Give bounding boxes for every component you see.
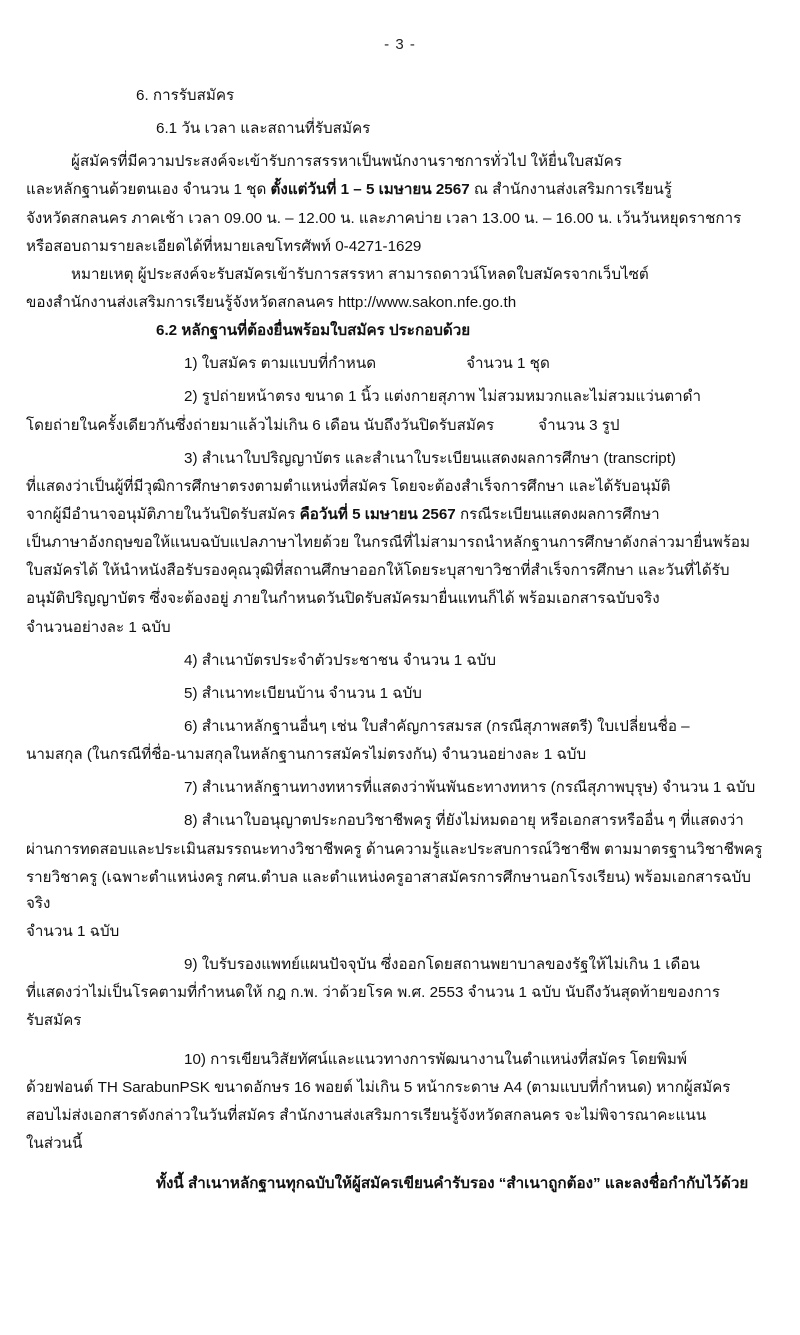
item-continuation-text: กรณีระเบียนแสดงผลการศึกษา [455, 505, 660, 523]
item-continuation: จำนวน 1 ฉบับ [26, 922, 120, 940]
item-continuation: จำนวนอย่างละ 1 ฉบับ [26, 618, 171, 636]
item-label: 2) รูปถ่ายหน้าตรง ขนาด 1 นิ้ว แต่งกายสุภาพ ไม่สวมหมวกและไม่สวมแว่นตาดำ [184, 388, 702, 406]
requirement-item [26, 384, 774, 410]
item-continuation: ที่แสดงว่าไม่เป็นโรคตามที่กำหนดให้ กฎ ก.พ. ว่าด้วยโรค พ.ศ. 2553 จำนวน 1 ฉบับ นับถึงวันสุดท้ายของการ [26, 984, 720, 1002]
requirement-item: 8) สำเนาใบอนุญาตประกอบวิชาชีพครู ที่ยังไม่หมดอายุ หรือเอกสารหรืออื่น ๆ ที่แสดงว่า [184, 812, 744, 830]
item-continuation: ผ่านการทดสอบและประเมินสมรรถนะทางวิชาชีพครู ด้านความรู้และประสบการณ์วิชาชีพ ตามมาตรฐานวิชาชีพครู [26, 840, 763, 858]
requirement-item: 10) การเขียนวิสัยทัศน์และแนวทางการพัฒนางานในตำแหน่งที่สมัคร โดยพิมพ์ [184, 1050, 687, 1068]
closing-date-emphasis: คือวันที่ 5 เมษายน 2567 [299, 505, 456, 523]
item-continuation: ด้วยฟอนต์ TH SarabunPSK ขนาดอักษร 16 พอยต์ ไม่เกิน 5 หน้ากระดาษ A4 (ตามแบบที่กำหนด) หากผู้สมัคร [26, 1078, 731, 1096]
item-continuation: รายวิชาครู (เฉพาะตำแหน่งครู กศน.ตำบล และตำแหน่งครูอาสาสมัครการศึกษานอกโรงเรียน) พร้อมเอกสารฉบับจริง [26, 868, 751, 912]
requirement-item: 5) สำเนาทะเบียนบ้าน จำนวน 1 ฉบับ [184, 684, 422, 702]
section-6-1-paragraph-line-2 [26, 177, 774, 203]
item-continuation: ในส่วนนี้ [26, 1134, 83, 1152]
item-label: 1) ใบสมัคร ตามแบบที่กำหนด [184, 355, 377, 373]
section-6-1-paragraph-line-3: จังหวัดสกลนคร ภาคเช้า เวลา 09.00 น. – 12.00 น. และภาคบ่าย เวลา 13.00 น. – 16.00 น. เว้นวันหยุดราชการ [26, 209, 742, 227]
item-continuation: ใบสมัครได้ ให้นำหนังสือรับรองคุณวุฒิที่สถานศึกษาออกให้โดยระบุสาขาวิชาที่สำเร็จการศึกษา และวันที่ได้รับ [26, 562, 730, 580]
section-6-1-paragraph-line-1: ผู้สมัครที่มีความประสงค์จะเข้ารับการสรรหาเป็นพนักงานราชการทั่วไป ให้ยื่นใบสมัคร [71, 153, 622, 171]
requirement-item: 9) ใบรับรองแพทย์แผนปัจจุบัน ซึ่งออกโดยสถานพยาบาลของรัฐให้ไม่เกิน 1 เดือน [184, 956, 700, 974]
section-6-heading: 6. การรับสมัคร [136, 87, 235, 104]
paragraph-text-post: ณ สำนักงานส่งเสริมการเรียนรู้ [469, 181, 672, 199]
section-6-2-heading: 6.2 หลักฐานที่ต้องยื่นพร้อมใบสมัคร ประกอบด้วย [156, 322, 471, 340]
section-6-1-note-line-1: หมายเหตุ ผู้ประสงค์จะรับสมัครเข้ารับการสรรหา สามารถดาวน์โหลดใบสมัครจากเว็บไซต์ [71, 265, 649, 283]
item-label: 3) สำเนาใบปริญญาบัตร และสำเนาใบระเบียนแสดงผลการศึกษา (transcript) [184, 449, 676, 467]
requirement-item: 4) สำเนาบัตรประจำตัวประชาชน จำนวน 1 ฉบับ [184, 651, 496, 669]
closing-statement: ทั้งนี้ สำเนาหลักฐานทุกฉบับให้ผู้สมัครเขียนคำรับรอง “สำเนาถูกต้อง” และลงชื่อกำกับไว้ด้วย [156, 1175, 749, 1193]
section-6-1-heading: 6.1 วัน เวลา และสถานที่รับสมัคร [156, 120, 371, 138]
item-continuation [26, 413, 774, 439]
item-continuation: เป็นภาษาอังกฤษขอให้แนบฉบับแปลภาษาไทยด้วย ในกรณีที่ไม่สามารถนำหลักฐานการศึกษาดังกล่าวมายื่นพร้อม [26, 534, 750, 552]
page-number: - 3 - [384, 36, 416, 53]
item-continuation [26, 502, 774, 528]
section-6-1-note-line-2: ของสำนักงานส่งเสริมการเรียนรู้จังหวัดสกลนคร http://www.sakon.nfe.go.th [26, 293, 517, 311]
section-6-1-paragraph-line-4: หรือสอบถามรายละเอียดได้ที่หมายเลขโทรศัพท์ 0-4271-1629 [26, 237, 422, 255]
item-continuation: นามสกุล (ในกรณีที่ชื่อ-นามสกุลในหลักฐานการสมัครไม่ตรงกัน) จำนวนอย่างละ 1 ฉบับ [26, 746, 587, 764]
item-continuation: ที่แสดงว่าเป็นผู้ที่มีวุฒิการศึกษาตรงตามตำแหน่งที่สมัคร โดยจะต้องสำเร็จการศึกษา และได้รับอนุมัติ [26, 477, 671, 495]
item-continuation: รับสมัคร [26, 1012, 82, 1030]
document-body [26, 83, 774, 1197]
paragraph-text-pre: และหลักฐานด้วยตนเอง จำนวน 1 ชุด [26, 181, 271, 199]
item-continuation-text [26, 506, 660, 523]
item-quantity: จำนวน 1 ชุด [466, 355, 550, 373]
requirement-item: 6) สำเนาหลักฐานอื่นๆ เช่น ใบสำคัญการสมรส (กรณีสุภาพสตรี) ใบเปลี่ยนชื่อ – [184, 717, 690, 735]
item-quantity: จำนวน 3 รูป [538, 416, 620, 434]
item-continuation: อนุมัติปริญญาบัตร ซึ่งจะต้องอยู่ ภายในกำหนดวันปิดรับสมัครมายื่นแทนก็ได้ พร้อมเอกสารฉบับจริง [26, 590, 660, 608]
requirement-item [26, 351, 774, 377]
application-date-range: ตั้งแต่วันที่ 1 – 5 เมษายน 2567 [270, 181, 470, 199]
item-continuation-text: โดยถ่ายในครั้งเดียวกันซึ่งถ่ายมาแล้วไม่เกิน 6 เดือน นับถึงวันปิดรับสมัคร [26, 416, 495, 434]
requirement-item: 7) สำเนาหลักฐานทางทหารที่แสดงว่าพ้นพันธะทางทหาร (กรณีสุภาพบุรุษ) จำนวน 1 ฉบับ [184, 779, 756, 797]
requirement-item [26, 446, 774, 472]
item-continuation: สอบไม่ส่งเอกสารดังกล่าวในวันที่สมัคร สำนักงานส่งเสริมการเรียนรู้จังหวัดสกลนคร จะไม่พิจารณาคะแนน [26, 1106, 707, 1124]
item-continuation-text: จากผู้มีอำนาจอนุมัติภายในวันปิดรับสมัคร [26, 505, 300, 523]
